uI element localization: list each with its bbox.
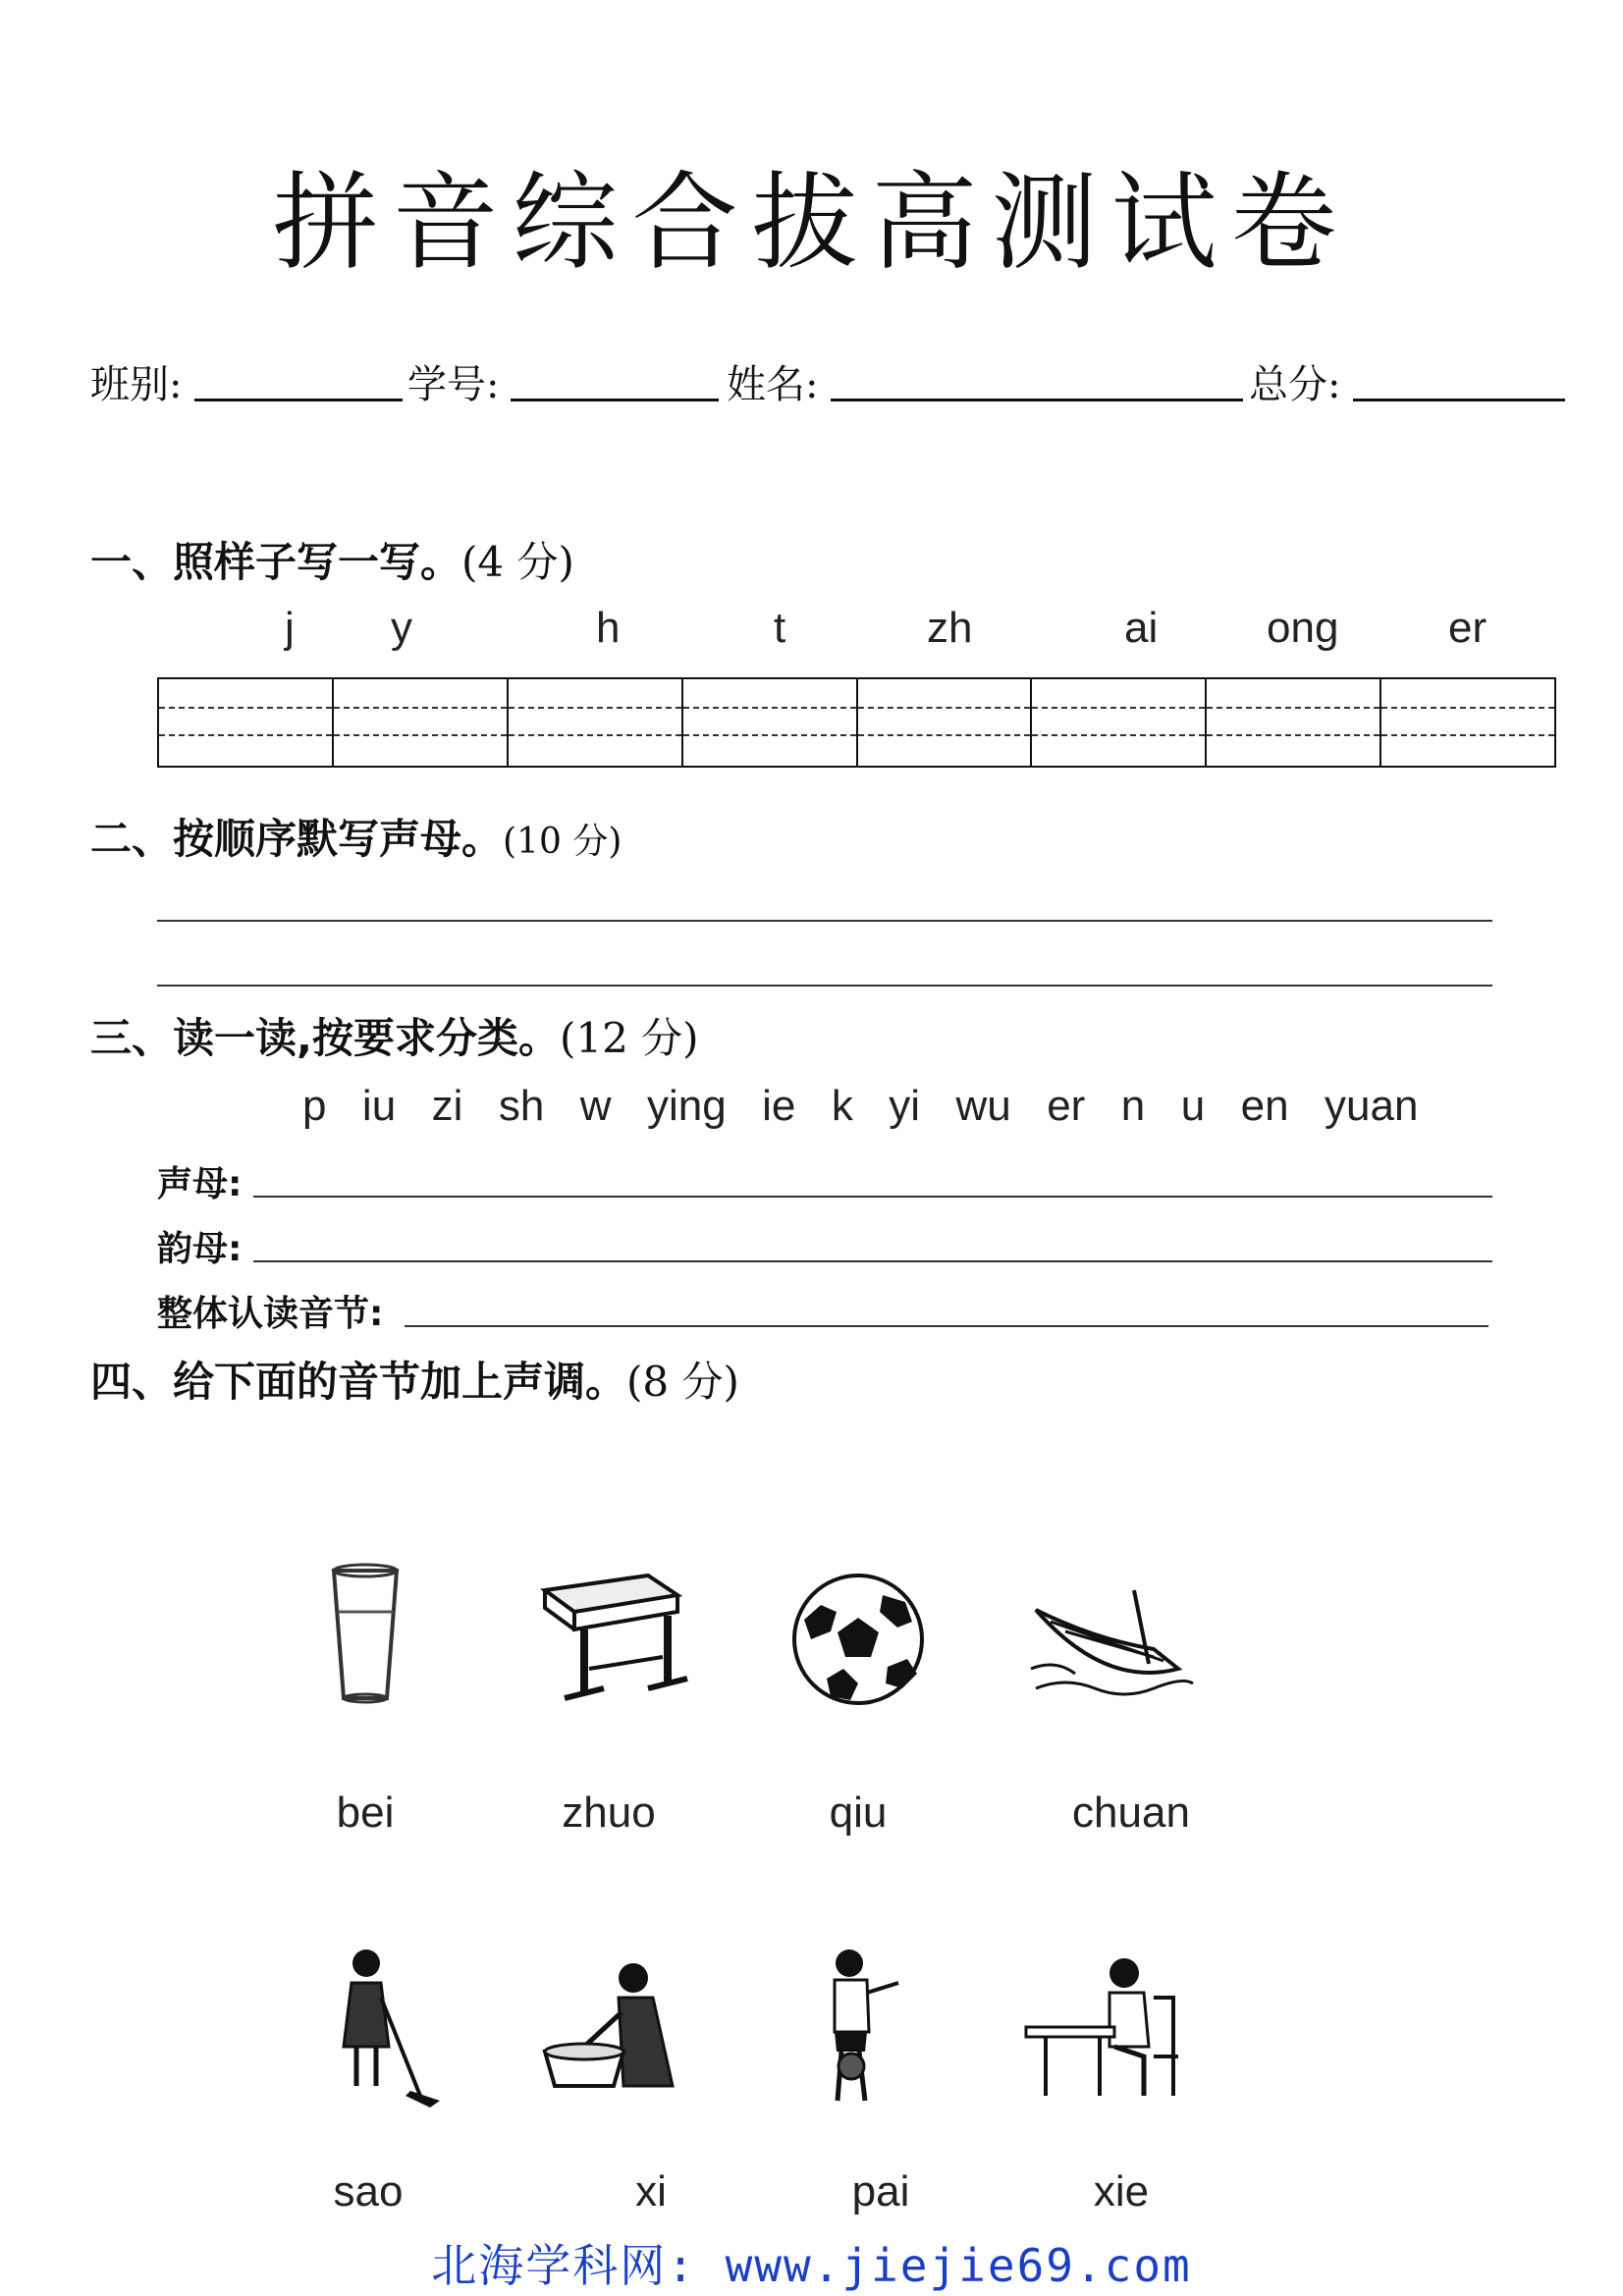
name-label: 姓名: bbox=[727, 362, 819, 407]
desk-icon bbox=[511, 1551, 707, 1728]
syllable-bei: bei bbox=[336, 1789, 395, 1837]
ball-icon bbox=[760, 1551, 956, 1728]
letter-t: t bbox=[774, 604, 786, 652]
number-field[interactable] bbox=[511, 399, 719, 401]
section-3-heading: 三、读一读,按要求分类。(12 分) bbox=[90, 1014, 699, 1062]
section-2-heading: 二、按顺序默写声母。(10 分) bbox=[90, 815, 622, 863]
name-field[interactable] bbox=[831, 399, 1243, 401]
score-field[interactable] bbox=[1353, 399, 1565, 401]
grid-cell[interactable] bbox=[858, 679, 1033, 766]
whole-syllables-line[interactable] bbox=[405, 1325, 1488, 1327]
page-title: 拼音综合拔高测试卷 bbox=[272, 162, 1351, 285]
syllable-sao: sao bbox=[333, 2167, 404, 2216]
letter-j: j bbox=[285, 604, 295, 652]
whole-syllables-label: 整体认读音节: bbox=[157, 1294, 384, 1334]
writing-boy-icon bbox=[1006, 1939, 1203, 2115]
section-4-heading: 四、给下面的音节加上声调。(8 分) bbox=[90, 1358, 739, 1406]
footer-watermark: 北海学科网: www.jiejie69.com bbox=[431, 2239, 1192, 2292]
letter-h: h bbox=[596, 604, 621, 652]
initials-label: 声母: bbox=[157, 1164, 243, 1204]
syllable-xie: xie bbox=[1093, 2167, 1150, 2216]
grid-cell[interactable] bbox=[1207, 679, 1381, 766]
finals-label: 韵母: bbox=[157, 1229, 243, 1269]
answer-line-1[interactable] bbox=[157, 920, 1492, 922]
bouncing-ball-boy-icon bbox=[761, 1939, 957, 2115]
score-label: 总分: bbox=[1249, 362, 1341, 407]
grid-cell[interactable] bbox=[509, 679, 683, 766]
finals-line[interactable] bbox=[253, 1260, 1492, 1262]
syllable-pai: pai bbox=[851, 2167, 910, 2216]
syllable-xi: xi bbox=[635, 2167, 667, 2216]
grid-cell[interactable] bbox=[683, 679, 858, 766]
grid-cell[interactable] bbox=[334, 679, 509, 766]
syllable-qiu: qiu bbox=[829, 1789, 888, 1837]
grid-cell[interactable] bbox=[1381, 679, 1554, 766]
grid-cell[interactable] bbox=[1032, 679, 1207, 766]
class-label: 班别: bbox=[90, 362, 183, 407]
letter-ai: ai bbox=[1124, 604, 1159, 652]
syllable-chuan: chuan bbox=[1072, 1789, 1190, 1837]
letter-ong: ong bbox=[1267, 604, 1339, 652]
letter-y: y bbox=[391, 604, 412, 652]
answer-line-2[interactable] bbox=[157, 985, 1492, 987]
number-label: 学号: bbox=[407, 362, 500, 407]
boat-icon bbox=[1006, 1551, 1203, 1728]
glass-icon bbox=[267, 1551, 463, 1728]
letter-er: er bbox=[1448, 604, 1488, 652]
class-field[interactable] bbox=[194, 399, 403, 401]
grid-cell[interactable] bbox=[159, 679, 334, 766]
letter-zh: zh bbox=[927, 604, 973, 652]
washing-girl-icon bbox=[515, 1939, 712, 2115]
sweeping-girl-icon bbox=[273, 1939, 469, 2115]
syllable-zhuo: zhuo bbox=[562, 1789, 656, 1837]
pinyin-writing-grid[interactable] bbox=[157, 677, 1556, 768]
initials-line[interactable] bbox=[253, 1196, 1492, 1198]
syllable-list: p iu zi sh w ying ie k yi wu er n u en yuan bbox=[302, 1082, 1419, 1130]
section-1-heading: 一、照样子写一写。(4 分) bbox=[90, 538, 574, 586]
